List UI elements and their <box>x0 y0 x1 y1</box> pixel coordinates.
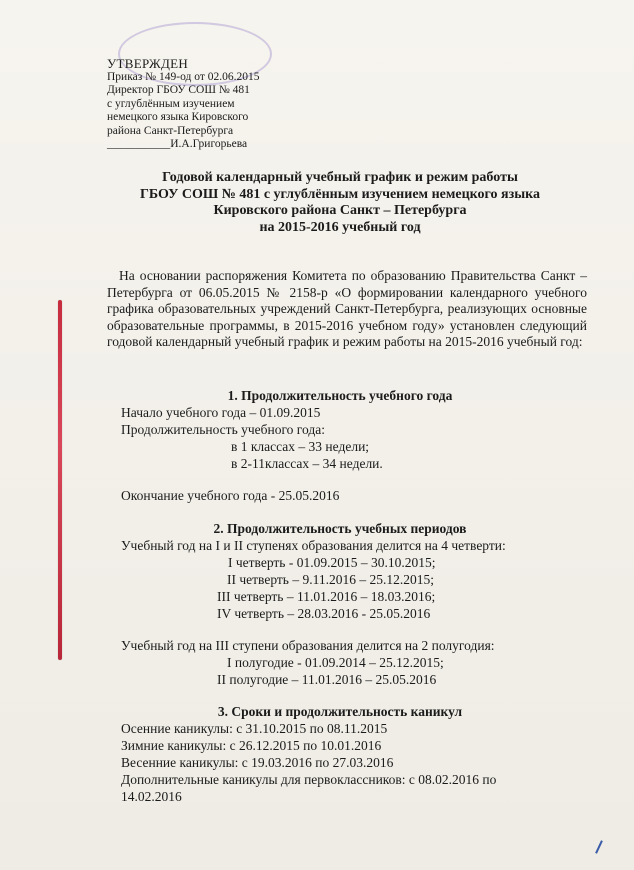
approval-school-line: района Санкт-Петербурга <box>107 124 234 137</box>
spring-holidays: Весенние каникулы: с 19.03.2016 по 27.03.2016 <box>121 755 394 770</box>
quarter-1: I четверть - 01.09.2015 – 30.10.2015; <box>228 555 436 570</box>
approval-school-line: с углублённым изучением <box>107 97 235 110</box>
section3-heading: 3. Сроки и продолжительность каникул <box>217 704 463 719</box>
title-line: Кировского района Санкт – Петербурга <box>213 203 467 218</box>
autumn-holidays: Осенние каникулы: с 31.10.2015 по 08.11.2015 <box>121 721 388 736</box>
intro-paragraph <box>107 268 587 351</box>
winter-holidays: Зимние каникулы: с 26.12.2015 по 10.01.2016 <box>121 738 382 753</box>
section1-heading: 1. Продолжительность учебного года <box>227 388 453 403</box>
extra-holidays: Дополнительные каникулы для первоклассников: с 08.02.2016 по <box>121 772 497 787</box>
half-1: I полугодие - 01.09.2014 – 25.12.2015; <box>227 655 444 670</box>
document-title <box>100 170 580 236</box>
school-year-end: Окончание учебного года - 25.05.2016 <box>121 488 340 503</box>
grades2-11-duration: в 2-11классах – 34 недели. <box>231 456 383 471</box>
grade1-duration: в 1 классах – 33 недели; <box>231 439 370 454</box>
quarter-3: III четверть – 11.01.2016 – 18.03.2016; <box>217 589 436 604</box>
quarter-2: II четверть – 9.11.2016 – 25.12.2015; <box>227 572 434 587</box>
school-year-start: Начало учебного года – 01.09.2015 <box>121 405 321 420</box>
quarters-intro: Учебный год на I и II ступенях образования делится на 4 четверти: <box>121 538 506 553</box>
approval-order: Приказ № 149-од от 02.06.2015 <box>107 70 260 83</box>
extra-holidays-dates: 14.02.2016 <box>121 789 182 804</box>
approval-block <box>107 57 259 152</box>
title-line: ГБОУ СОШ № 481 с углублённым изучением немецкого языка <box>139 186 541 202</box>
intro-text: На основании распоряжения Комитета по образованию Правительства Санкт – Петербурга от 06.05.2015 № 2158-р «О формировании календарного учебного графика образовательных учреждений Санкт-Петербурга, реализующих основные образовательные программы, в 2015-2016 учебном году» установлен следующий годовой календарный учебный график и режим работы на 2015-2016 учебный год: <box>107 268 587 349</box>
binding-thread <box>58 300 62 660</box>
title-line: Годовой календарный учебный график и режим работы <box>162 170 518 185</box>
title-line: на 2015-2016 учебный год <box>259 219 421 235</box>
school-year-duration-label: Продолжительность учебного года: <box>121 422 325 437</box>
approval-signature: ___________И.А.Григорьева <box>107 138 248 150</box>
section2-heading: 2. Продолжительность учебных периодов <box>213 521 467 536</box>
approval-position: Директор ГБОУ СОШ № 481 <box>107 84 250 96</box>
approval-school-line: немецкого языка Кировского <box>107 111 249 123</box>
quarter-4: IV четверть – 28.03.2016 - 25.05.2016 <box>217 606 431 621</box>
halves-intro: Учебный год на III ступени образования делится на 2 полугодия: <box>121 638 495 653</box>
half-2: II полугодие – 11.01.2016 – 25.05.2016 <box>217 672 437 687</box>
approval-heading: УТВЕРЖДЕН <box>107 56 189 71</box>
